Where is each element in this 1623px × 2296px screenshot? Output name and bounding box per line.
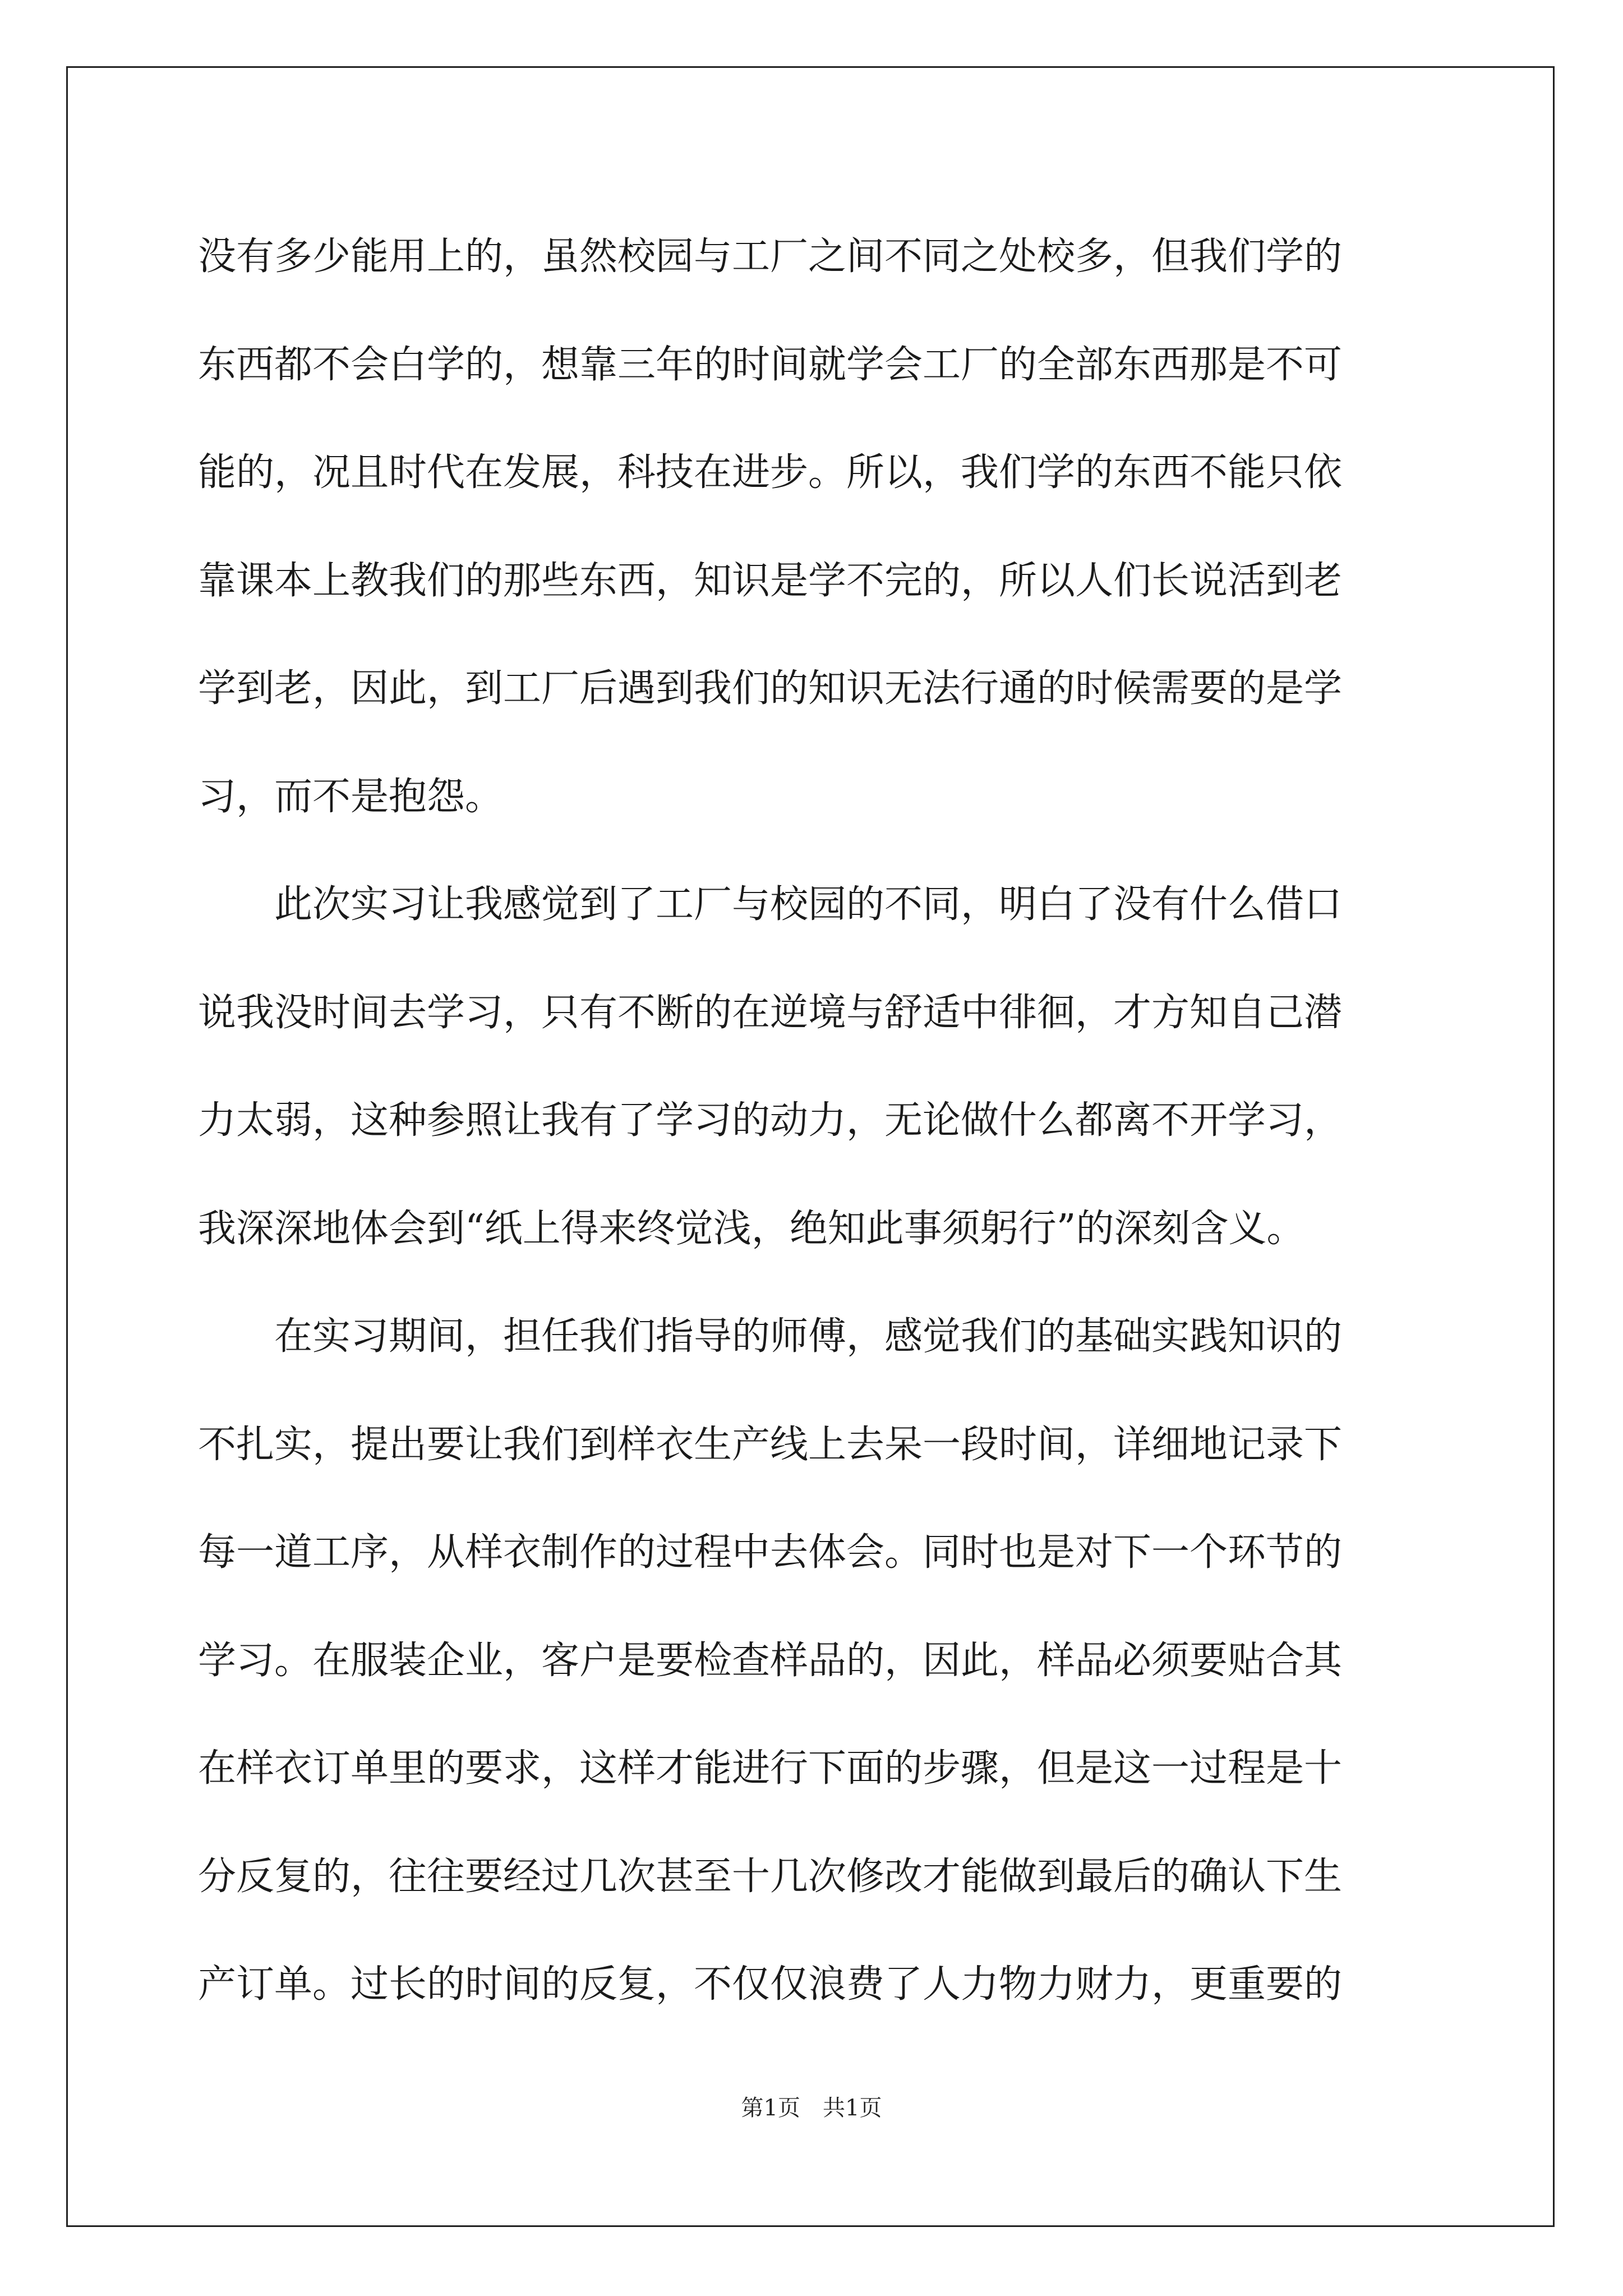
text-line: 能的，况且时代在发展，科技在进步。所以，我们学的东西不能只依 — [198, 450, 1343, 495]
text-line: 我深深地体会到“纸上得来终觉浅，绝知此事须躬行”的深刻含义。 — [198, 1206, 1305, 1251]
text-line: 东西都不会白学的，想靠三年的时间就学会工厂的全部东西那是不可 — [198, 342, 1343, 387]
text-line: 每一道工序，从样衣制作的过程中去体会。同时也是对下一个环节的 — [198, 1530, 1343, 1575]
text-line: 产订单。过长的时间的反复，不仅仅浪费了人力物力财力，更重要的 — [198, 1962, 1343, 2007]
text-line: 力太弱，这种参照让我有了学习的动力，无论做什么都离不开学习， — [198, 1098, 1343, 1143]
text-line: 分反复的，往往要经过几次甚至十几次修改才能做到最后的确认下生 — [198, 1854, 1343, 1899]
text-line: 不扎实，提出要让我们到样衣生产线上去呆一段时间，详细地记录下 — [198, 1422, 1343, 1467]
text-line: 靠课本上教我们的那些东西，知识是学不完的，所以人们长说活到老 — [198, 558, 1343, 603]
text-line: 在实习期间，担任我们指导的师傅，感觉我们的基础实践知识的 — [198, 1314, 1343, 1359]
document-body — [198, 203, 1432, 2039]
text-line: 习，而不是抱怨。 — [198, 774, 504, 819]
text-line: 学习。在服装企业，客户是要检查样品的，因此，样品必须要贴合其 — [198, 1638, 1343, 1683]
text-line: 学到老，因此，到工厂后遇到我们的知识无法行通的时候需要的是学 — [198, 666, 1343, 711]
text-line: 说我没时间去学习，只有不断的在逆境与舒适中徘徊，才方知自己潜 — [198, 990, 1343, 1035]
page-footer: 第1页 共1页 — [741, 2095, 882, 2121]
text-line: 在样衣订单里的要求，这样才能进行下面的步骤，但是这一过程是十 — [198, 1746, 1343, 1791]
text-line: 此次实习让我感觉到了工厂与校园的不同，明白了没有什么借口 — [198, 882, 1343, 927]
text-line: 没有多少能用上的，虽然校园与工厂之间不同之处校多，但我们学的 — [198, 234, 1343, 279]
